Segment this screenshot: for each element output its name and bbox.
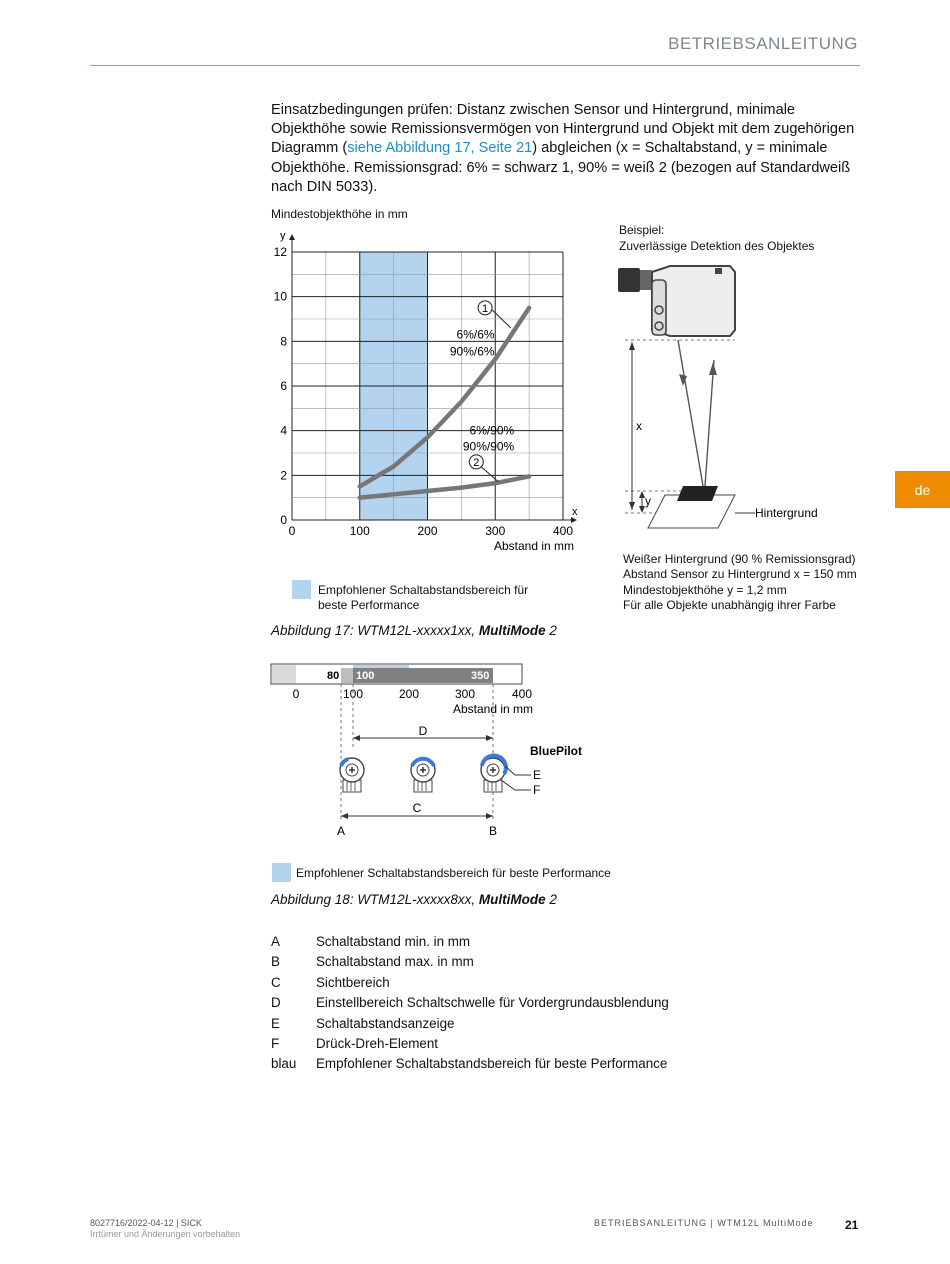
language-tab[interactable] [895, 471, 950, 508]
definition-item [271, 954, 669, 974]
legend-swatch-blue [292, 580, 311, 599]
definition-key: B [271, 954, 280, 970]
knob-icon [340, 758, 364, 792]
fig17-legend-line: Empfohlener Schaltabstandsbereich für [318, 583, 529, 597]
definition-key: E [271, 1015, 280, 1031]
knob-icon [481, 756, 506, 792]
x-axis-letter: x [572, 506, 578, 518]
annotation-label: 6%/6% [456, 327, 495, 342]
annotation-leader [481, 467, 498, 482]
y-tick-label: 6 [280, 379, 287, 393]
y-axis-letter: y [280, 230, 286, 242]
intro-paragraph [271, 101, 863, 197]
definition-value: Einstellbereich Schaltschwelle für Vordergrundausblendung [316, 995, 669, 1011]
example-note: Abstand Sensor zu Hintergrund x = 150 mm [623, 567, 857, 582]
footer-doc: 8027716/2022-04-12 | SICK [90, 1218, 202, 1228]
series-marker-label: 2 [473, 456, 480, 469]
annotation-label: 6%/90% [469, 423, 515, 438]
footer-note: Irrtümer und Änderungen vorbehalten [90, 1229, 241, 1239]
language-tab-label: de [914, 481, 931, 498]
x-tick-label: 0 [288, 524, 296, 538]
y-tick-label: 12 [273, 245, 287, 259]
x-axis-label: Abstand in mm [493, 539, 574, 553]
example-notes [623, 552, 857, 613]
definition-value: Schaltabstandsanzeige [316, 1015, 455, 1031]
label-d: D [418, 724, 428, 738]
example-title: Beispiel: [619, 223, 665, 237]
tick-label: 0 [292, 687, 300, 701]
min-object-height-chart [265, 225, 595, 560]
definition-item [271, 1056, 669, 1076]
tick-label: 400 [511, 687, 533, 701]
y-height-label: y [645, 494, 651, 508]
y-axis-arrow [289, 234, 295, 240]
definition-item [271, 995, 669, 1015]
legend-swatch-blue [272, 863, 291, 882]
bar-label-end: 350 [471, 670, 490, 682]
x-tick-label: 300 [485, 524, 506, 538]
tick-label: 100 [342, 687, 364, 701]
bar-label-min: 80 [327, 670, 340, 682]
definition-key: A [271, 934, 280, 949]
intro-text-before: Einsatzbedingungen prüfen: Distanz zwischen Sensor und Hintergrund, minimale Objekthöhe sowie Remissionsvermögen von Hintergrund und Objekt mit dem zugehörigen Diagramm ( [271, 102, 855, 157]
footer-left [90, 1218, 240, 1240]
fig17-legend [318, 583, 528, 614]
definition-key: F [271, 1035, 280, 1051]
definition-value: Empfohlener Schaltabstandsbereich für beste Performance [316, 1056, 668, 1072]
label-b: B [488, 824, 498, 838]
y-tick-label: 8 [280, 334, 287, 349]
figure-17-caption [271, 623, 557, 638]
definition-key: C [271, 974, 281, 990]
definition-item [271, 1016, 669, 1036]
example-note: Weißer Hintergrund (90 % Remissionsgrad) [623, 552, 856, 566]
caption-bold: MultiMode [478, 892, 546, 907]
chart-title: Mindestobjekthöhe in mm [271, 207, 408, 221]
caption-prefix: Abbildung 18: WTM12L-xxxxx8xx, [271, 892, 479, 907]
y-tick-label: 2 [280, 468, 287, 483]
page-number: 21 [845, 1218, 859, 1232]
figure-link[interactable]: siehe Abbildung 17, Seite 21 [347, 140, 533, 157]
label-e: E [533, 768, 542, 782]
definition-key: blau [271, 1056, 297, 1072]
caption-prefix: Abbildung 17: WTM12L-xxxxx1xx, [271, 623, 479, 638]
fig18-xlabel: Abstand in mm [452, 702, 533, 716]
footer-center: BETRIEBSANLEITUNG | WTM12L MultiMode [594, 1218, 814, 1228]
definition-value: Sichtbereich [316, 974, 390, 990]
tick-label: 300 [454, 687, 476, 701]
annotation-label: 90%/6% [449, 344, 495, 359]
label-a: A [336, 824, 346, 838]
knob-icon [411, 758, 435, 792]
bar-label-start: 100 [356, 670, 375, 682]
caption-bold: MultiMode [478, 623, 546, 638]
example-subtitle: Zuverlässige Detektion des Objektes [619, 239, 815, 253]
y-tick-label: 10 [273, 289, 287, 304]
bluepilot-label: BluePilot [530, 744, 583, 758]
range-bar-min [341, 668, 353, 683]
definition-value: Schaltabstand min. in mm [316, 934, 471, 949]
definition-value: Drück-Dreh-Element [316, 1035, 439, 1051]
tick-label: 200 [398, 687, 420, 701]
x-tick-label: 400 [552, 524, 574, 538]
example-heading [619, 222, 814, 254]
x-tick-label: 100 [349, 524, 370, 538]
y-tick-label: 4 [280, 423, 287, 438]
definition-item [271, 934, 669, 954]
background-label: Hintergrund [755, 506, 818, 520]
range-bar-blind-zone [272, 665, 296, 683]
series-marker-label: 1 [482, 302, 489, 315]
sensor-example-illustration [610, 258, 850, 538]
fig18-legend: Empfohlener Schaltabstandsbereich für beste Performance [296, 866, 611, 880]
intro-text-after: ) abgleichen (x = Schaltabstand, y = minimale Objekthöhe. Remissionsgrad: 6% = schwarz 1, 90% = weiß 2 (bezogen auf Standardweiß nach DIN 5033). [271, 140, 851, 195]
label-f: F [533, 783, 541, 797]
example-note: Mindestobjekthöhe y = 1,2 mm [623, 582, 787, 597]
definition-item [271, 975, 669, 995]
y-tick-label: 0 [280, 513, 287, 527]
caption-suffix: 2 [545, 623, 557, 638]
sensor-icon [618, 266, 735, 336]
fig17-legend-line: beste Performance [318, 598, 420, 613]
annotation-label: 90%/90% [462, 439, 515, 454]
header-rule [90, 65, 860, 66]
definition-key: D [271, 995, 281, 1011]
example-note: Für alle Objekte unabhängig ihrer Farbe [623, 597, 836, 612]
definition-value: Schaltabstand max. in mm [316, 954, 474, 970]
x-tick-label: 200 [417, 524, 438, 538]
definition-list [271, 934, 669, 1077]
figure-18-caption [271, 892, 557, 907]
bluepilot-diagram [265, 658, 605, 843]
label-c: C [412, 801, 422, 815]
x-distance-label: x [636, 419, 642, 433]
caption-suffix: 2 [545, 892, 557, 907]
definition-item [271, 1036, 669, 1056]
header-title: BETRIEBSANLEITUNG [668, 34, 858, 53]
